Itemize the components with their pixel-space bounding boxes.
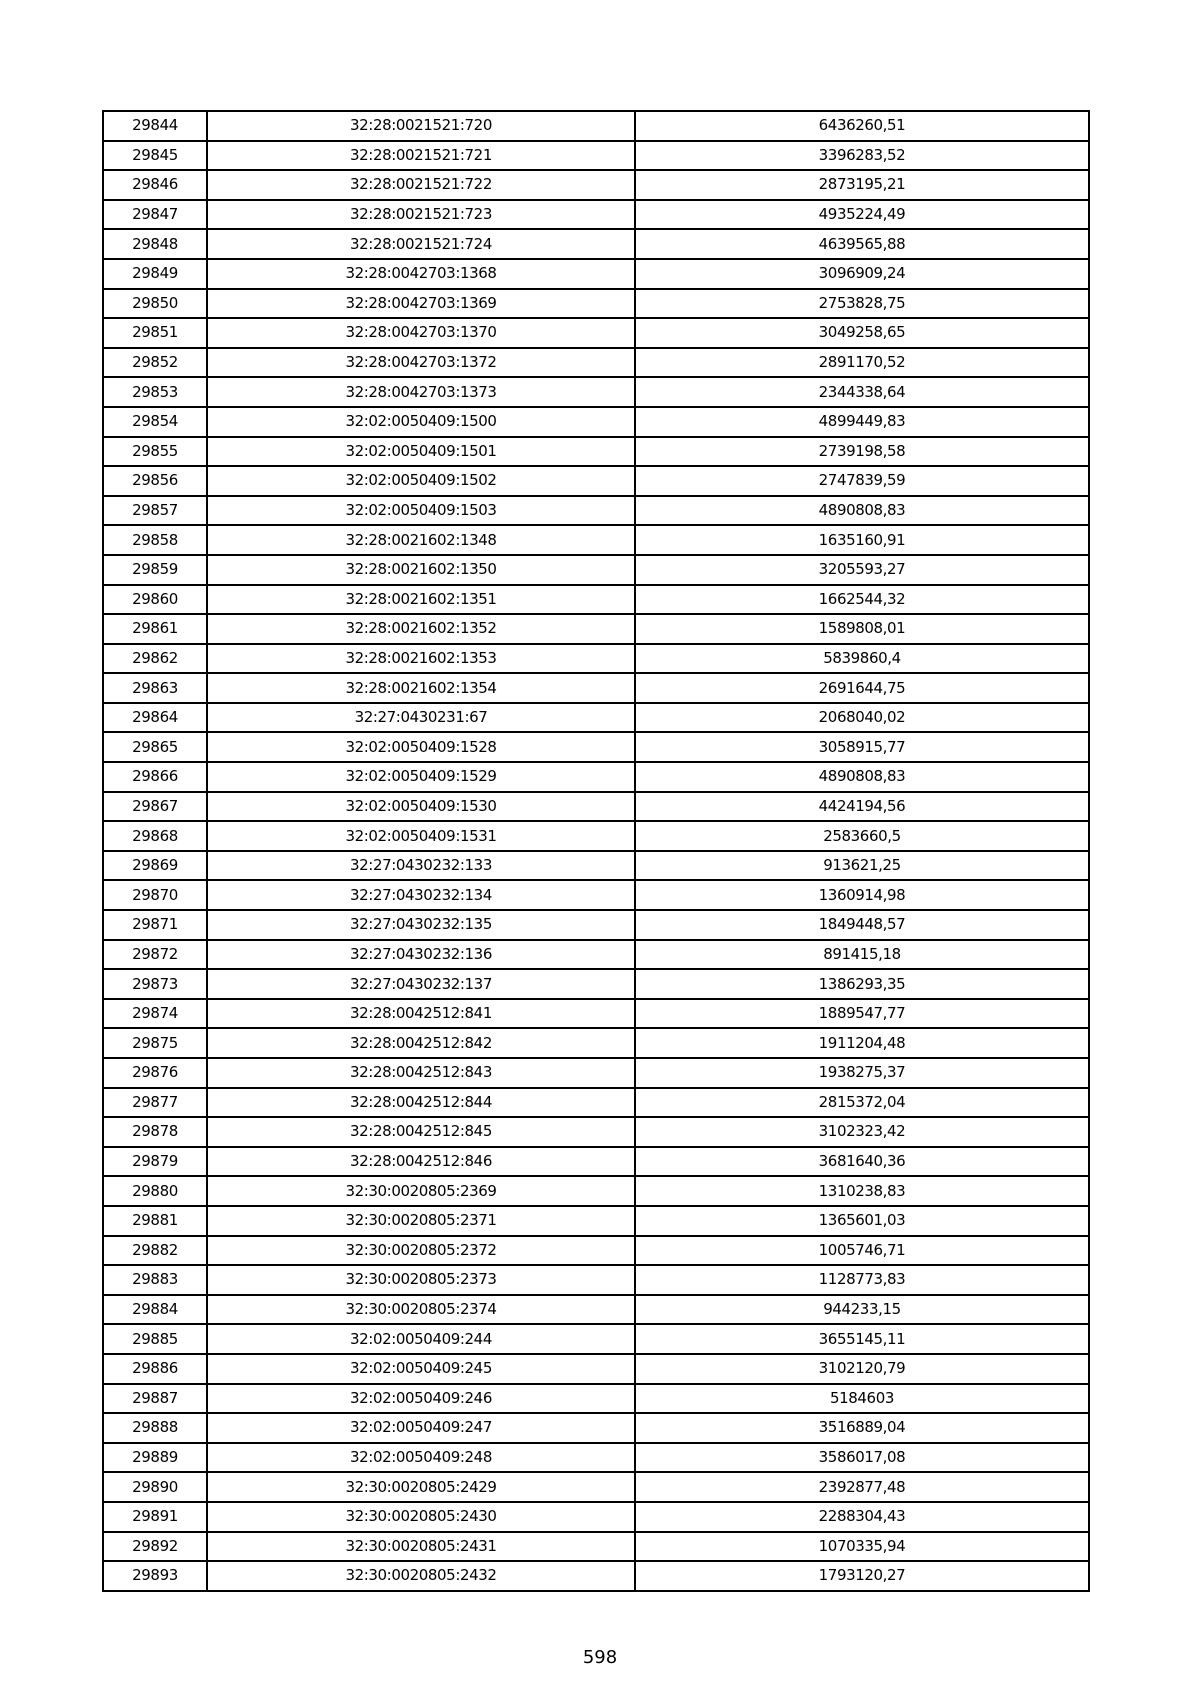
row-number-cell: 29891 <box>103 1502 207 1532</box>
table-row <box>103 1532 1089 1562</box>
cadastral-number-cell: 32:30:0020805:2369 <box>207 1176 635 1206</box>
table-row <box>103 1117 1089 1147</box>
cadastral-value-cell: 3586017,08 <box>635 1443 1089 1473</box>
cadastral-value-cell: 3102323,42 <box>635 1117 1089 1147</box>
row-number-cell: 29844 <box>103 111 207 141</box>
table-row <box>103 792 1089 822</box>
cadastral-number-cell: 32:28:0021602:1348 <box>207 525 635 555</box>
cadastral-number-cell: 32:02:0050409:246 <box>207 1384 635 1414</box>
table-body <box>103 111 1089 1591</box>
table-row <box>103 1236 1089 1266</box>
cadastral-value-cell: 3102120,79 <box>635 1354 1089 1384</box>
cadastral-value-cell: 4935224,49 <box>635 200 1089 230</box>
cadastral-value-cell: 4890808,83 <box>635 762 1089 792</box>
cadastral-value-cell: 3049258,65 <box>635 318 1089 348</box>
cadastral-number-cell: 32:28:0021602:1352 <box>207 614 635 644</box>
cadastral-number-cell: 32:02:0050409:1500 <box>207 407 635 437</box>
table-row <box>103 644 1089 674</box>
cadastral-value-cell: 4890808,83 <box>635 496 1089 526</box>
table-row <box>103 1354 1089 1384</box>
cadastral-number-cell: 32:28:0021521:723 <box>207 200 635 230</box>
cadastral-number-cell: 32:28:0042512:844 <box>207 1088 635 1118</box>
row-number-cell: 29885 <box>103 1324 207 1354</box>
row-number-cell: 29889 <box>103 1443 207 1473</box>
cadastral-number-cell: 32:02:0050409:1529 <box>207 762 635 792</box>
row-number-cell: 29881 <box>103 1206 207 1236</box>
cadastral-value-cell: 891415,18 <box>635 940 1089 970</box>
table-row <box>103 1295 1089 1325</box>
cadastral-value-cell: 2392877,48 <box>635 1472 1089 1502</box>
row-number-cell: 29861 <box>103 614 207 644</box>
row-number-cell: 29862 <box>103 644 207 674</box>
table-row <box>103 1324 1089 1354</box>
row-number-cell: 29866 <box>103 762 207 792</box>
cadastral-number-cell: 32:30:0020805:2432 <box>207 1561 635 1591</box>
row-number-cell: 29886 <box>103 1354 207 1384</box>
cadastral-number-cell: 32:02:0050409:1502 <box>207 466 635 496</box>
cadastral-number-cell: 32:02:0050409:1531 <box>207 821 635 851</box>
cadastral-number-cell: 32:28:0042703:1369 <box>207 289 635 319</box>
cadastral-value-cell: 2873195,21 <box>635 170 1089 200</box>
cadastral-number-cell: 32:30:0020805:2429 <box>207 1472 635 1502</box>
row-number-cell: 29890 <box>103 1472 207 1502</box>
cadastral-value-cell: 2288304,43 <box>635 1502 1089 1532</box>
row-number-cell: 29869 <box>103 851 207 881</box>
cadastral-number-cell: 32:28:0042512:842 <box>207 1028 635 1058</box>
cadastral-value-cell: 2815372,04 <box>635 1088 1089 1118</box>
cadastral-value-cell: 2583660,5 <box>635 821 1089 851</box>
row-number-cell: 29858 <box>103 525 207 555</box>
cadastral-number-cell: 32:28:0021521:724 <box>207 229 635 259</box>
cadastral-number-cell: 32:27:0430231:67 <box>207 703 635 733</box>
table-row <box>103 1443 1089 1473</box>
row-number-cell: 29848 <box>103 229 207 259</box>
table-row <box>103 555 1089 585</box>
row-number-cell: 29888 <box>103 1413 207 1443</box>
cadastral-number-cell: 32:28:0042703:1373 <box>207 377 635 407</box>
row-number-cell: 29872 <box>103 940 207 970</box>
cadastral-value-cell: 2753828,75 <box>635 289 1089 319</box>
cadastral-number-cell: 32:28:0042703:1368 <box>207 259 635 289</box>
cadastral-value-cell: 1849448,57 <box>635 910 1089 940</box>
table-row <box>103 1058 1089 1088</box>
row-number-cell: 29874 <box>103 999 207 1029</box>
cadastral-value-table <box>102 110 1090 1592</box>
table-row <box>103 200 1089 230</box>
row-number-cell: 29875 <box>103 1028 207 1058</box>
cadastral-number-cell: 32:02:0050409:247 <box>207 1413 635 1443</box>
table-row <box>103 969 1089 999</box>
cadastral-value-cell: 1889547,77 <box>635 999 1089 1029</box>
cadastral-number-cell: 32:28:0042703:1370 <box>207 318 635 348</box>
cadastral-number-cell: 32:28:0021602:1354 <box>207 673 635 703</box>
cadastral-value-cell: 1365601,03 <box>635 1206 1089 1236</box>
table-row <box>103 1472 1089 1502</box>
cadastral-number-cell: 32:28:0021521:721 <box>207 141 635 171</box>
cadastral-number-cell: 32:27:0430232:133 <box>207 851 635 881</box>
cadastral-number-cell: 32:27:0430232:137 <box>207 969 635 999</box>
row-number-cell: 29873 <box>103 969 207 999</box>
cadastral-number-cell: 32:28:0042703:1372 <box>207 348 635 378</box>
row-number-cell: 29892 <box>103 1532 207 1562</box>
cadastral-value-cell: 1635160,91 <box>635 525 1089 555</box>
cadastral-value-cell: 1310238,83 <box>635 1176 1089 1206</box>
row-number-cell: 29883 <box>103 1265 207 1295</box>
row-number-cell: 29851 <box>103 318 207 348</box>
row-number-cell: 29867 <box>103 792 207 822</box>
table-row <box>103 170 1089 200</box>
cadastral-number-cell: 32:02:0050409:1528 <box>207 732 635 762</box>
cadastral-value-cell: 1662544,32 <box>635 585 1089 615</box>
cadastral-number-cell: 32:28:0021602:1353 <box>207 644 635 674</box>
cadastral-value-cell: 3205593,27 <box>635 555 1089 585</box>
table-row <box>103 851 1089 881</box>
row-number-cell: 29884 <box>103 1295 207 1325</box>
cadastral-number-cell: 32:27:0430232:136 <box>207 940 635 970</box>
table-row <box>103 940 1089 970</box>
cadastral-number-cell: 32:02:0050409:248 <box>207 1443 635 1473</box>
table-row <box>103 1413 1089 1443</box>
cadastral-value-cell: 3681640,36 <box>635 1147 1089 1177</box>
table-row <box>103 1384 1089 1414</box>
cadastral-number-cell: 32:02:0050409:1501 <box>207 437 635 467</box>
table-row <box>103 1176 1089 1206</box>
cadastral-value-cell: 6436260,51 <box>635 111 1089 141</box>
table-row <box>103 673 1089 703</box>
row-number-cell: 29855 <box>103 437 207 467</box>
cadastral-value-cell: 1005746,71 <box>635 1236 1089 1266</box>
table-row <box>103 585 1089 615</box>
row-number-cell: 29893 <box>103 1561 207 1591</box>
row-number-cell: 29845 <box>103 141 207 171</box>
cadastral-value-cell: 3096909,24 <box>635 259 1089 289</box>
cadastral-number-cell: 32:28:0042512:841 <box>207 999 635 1029</box>
cadastral-number-cell: 32:28:0021602:1350 <box>207 555 635 585</box>
row-number-cell: 29879 <box>103 1147 207 1177</box>
table-row <box>103 1502 1089 1532</box>
row-number-cell: 29877 <box>103 1088 207 1118</box>
cadastral-value-cell: 4639565,88 <box>635 229 1089 259</box>
table-row <box>103 910 1089 940</box>
cadastral-number-cell: 32:27:0430232:135 <box>207 910 635 940</box>
cadastral-value-cell: 1070335,94 <box>635 1532 1089 1562</box>
row-number-cell: 29864 <box>103 703 207 733</box>
table-row <box>103 1265 1089 1295</box>
table-row <box>103 259 1089 289</box>
table-row <box>103 348 1089 378</box>
table-row <box>103 289 1089 319</box>
cadastral-value-cell: 5184603 <box>635 1384 1089 1414</box>
cadastral-number-cell: 32:28:0042512:843 <box>207 1058 635 1088</box>
cadastral-number-cell: 32:02:0050409:245 <box>207 1354 635 1384</box>
table-row <box>103 999 1089 1029</box>
table-row <box>103 141 1089 171</box>
table-row <box>103 229 1089 259</box>
cadastral-value-cell: 913621,25 <box>635 851 1089 881</box>
table-row <box>103 318 1089 348</box>
cadastral-value-cell: 4424194,56 <box>635 792 1089 822</box>
row-number-cell: 29876 <box>103 1058 207 1088</box>
table-row <box>103 407 1089 437</box>
cadastral-number-cell: 32:28:0021521:722 <box>207 170 635 200</box>
cadastral-value-cell: 5839860,4 <box>635 644 1089 674</box>
row-number-cell: 29871 <box>103 910 207 940</box>
row-number-cell: 29852 <box>103 348 207 378</box>
table-row <box>103 377 1089 407</box>
table-row <box>103 1206 1089 1236</box>
cadastral-number-cell: 32:27:0430232:134 <box>207 880 635 910</box>
row-number-cell: 29880 <box>103 1176 207 1206</box>
cadastral-value-cell: 2739198,58 <box>635 437 1089 467</box>
table-row <box>103 1561 1089 1591</box>
cadastral-value-cell: 1589808,01 <box>635 614 1089 644</box>
table-row <box>103 466 1089 496</box>
cadastral-number-cell: 32:30:0020805:2431 <box>207 1532 635 1562</box>
row-number-cell: 29859 <box>103 555 207 585</box>
cadastral-value-cell: 1360914,98 <box>635 880 1089 910</box>
cadastral-value-cell: 1793120,27 <box>635 1561 1089 1591</box>
row-number-cell: 29857 <box>103 496 207 526</box>
cadastral-number-cell: 32:30:0020805:2371 <box>207 1206 635 1236</box>
cadastral-value-cell: 2747839,59 <box>635 466 1089 496</box>
row-number-cell: 29887 <box>103 1384 207 1414</box>
table-row <box>103 1147 1089 1177</box>
row-number-cell: 29882 <box>103 1236 207 1266</box>
cadastral-value-cell: 2068040,02 <box>635 703 1089 733</box>
cadastral-number-cell: 32:28:0021521:720 <box>207 111 635 141</box>
table-row <box>103 880 1089 910</box>
page-number: 598 <box>582 1647 618 1668</box>
cadastral-number-cell: 32:30:0020805:2373 <box>207 1265 635 1295</box>
table-row <box>103 437 1089 467</box>
cadastral-value-cell: 1938275,37 <box>635 1058 1089 1088</box>
cadastral-number-cell: 32:28:0021602:1351 <box>207 585 635 615</box>
row-number-cell: 29865 <box>103 732 207 762</box>
cadastral-number-cell: 32:02:0050409:1503 <box>207 496 635 526</box>
table-row <box>103 762 1089 792</box>
table-row <box>103 111 1089 141</box>
row-number-cell: 29870 <box>103 880 207 910</box>
row-number-cell: 29850 <box>103 289 207 319</box>
table-row <box>103 732 1089 762</box>
cadastral-value-cell: 1911204,48 <box>635 1028 1089 1058</box>
cadastral-value-cell: 3516889,04 <box>635 1413 1089 1443</box>
cadastral-value-cell: 3655145,11 <box>635 1324 1089 1354</box>
cadastral-number-cell: 32:30:0020805:2430 <box>207 1502 635 1532</box>
table-row <box>103 614 1089 644</box>
table-row <box>103 496 1089 526</box>
cadastral-value-cell: 1128773,83 <box>635 1265 1089 1295</box>
cadastral-value-cell: 2891170,52 <box>635 348 1089 378</box>
row-number-cell: 29868 <box>103 821 207 851</box>
row-number-cell: 29860 <box>103 585 207 615</box>
cadastral-value-cell: 3058915,77 <box>635 732 1089 762</box>
table-row <box>103 821 1089 851</box>
cadastral-value-cell: 3396283,52 <box>635 141 1089 171</box>
cadastral-value-cell: 1386293,35 <box>635 969 1089 999</box>
cadastral-value-cell: 4899449,83 <box>635 407 1089 437</box>
row-number-cell: 29847 <box>103 200 207 230</box>
cadastral-number-cell: 32:28:0042512:845 <box>207 1117 635 1147</box>
cadastral-number-cell: 32:30:0020805:2374 <box>207 1295 635 1325</box>
row-number-cell: 29878 <box>103 1117 207 1147</box>
cadastral-number-cell: 32:02:0050409:244 <box>207 1324 635 1354</box>
cadastral-number-cell: 32:02:0050409:1530 <box>207 792 635 822</box>
table-row <box>103 1088 1089 1118</box>
row-number-cell: 29854 <box>103 407 207 437</box>
table-row <box>103 525 1089 555</box>
row-number-cell: 29856 <box>103 466 207 496</box>
cadastral-value-cell: 2344338,64 <box>635 377 1089 407</box>
row-number-cell: 29849 <box>103 259 207 289</box>
table-row <box>103 703 1089 733</box>
cadastral-number-cell: 32:28:0042512:846 <box>207 1147 635 1177</box>
row-number-cell: 29853 <box>103 377 207 407</box>
cadastral-value-cell: 2691644,75 <box>635 673 1089 703</box>
table-row <box>103 1028 1089 1058</box>
row-number-cell: 29846 <box>103 170 207 200</box>
cadastral-value-cell: 944233,15 <box>635 1295 1089 1325</box>
row-number-cell: 29863 <box>103 673 207 703</box>
cadastral-number-cell: 32:30:0020805:2372 <box>207 1236 635 1266</box>
